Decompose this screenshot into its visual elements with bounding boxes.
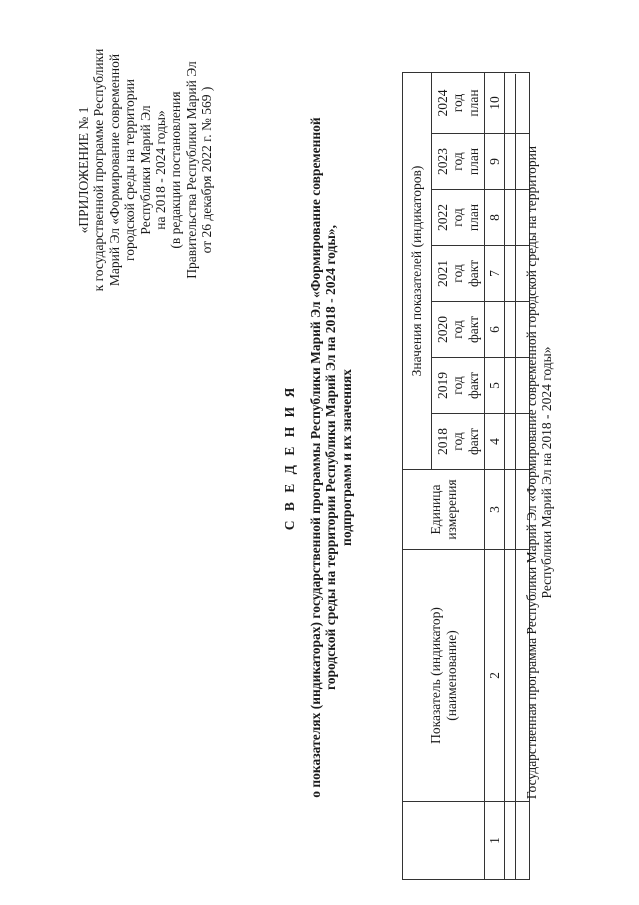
appendix-block [76, 20, 215, 320]
program-name [524, 75, 555, 870]
header-values-cell: Значения показателей (индикаторов) [403, 72, 432, 469]
column-number-cell: 8 [485, 190, 505, 246]
table-header-row [403, 72, 432, 879]
column-number-cell: 9 [485, 134, 505, 190]
appendix-line: от 26 декабря 2022 г. № 569 ) [199, 86, 215, 254]
year-cell: 2024 год план [432, 72, 485, 133]
year-cell: 2018 год факт [432, 414, 485, 470]
appendix-line: к государственной программе Республики [91, 48, 107, 292]
year-cell: 2022 год план [432, 190, 485, 246]
column-number-cell: 1 [485, 802, 505, 880]
appendix-line: (в редакции постановления [168, 91, 184, 249]
header-unit-label: Единица [428, 484, 444, 535]
program-line: Государственная программа Республики Марий Эл «Формирование современной городской среды на территории [524, 145, 539, 800]
header-number-cell [403, 802, 485, 880]
title-line: о показателях (индикаторах) государственной программы Республики Марий Эл «Формирование современной [307, 117, 323, 798]
header-indicator-cell [403, 550, 485, 802]
title-line: подпрограмм и их значениях [338, 369, 354, 546]
column-number-cell: 3 [485, 470, 505, 550]
appendix-line: Республики Марий Эл [137, 105, 153, 235]
column-number-cell: 6 [485, 302, 505, 358]
appendix-line: на 2018 - 2024 годы» [153, 110, 169, 230]
document-title [282, 50, 354, 865]
column-number-cell: 4 [485, 414, 505, 470]
year-cell: 2019 год факт [432, 358, 485, 414]
header-indicator-label: Показатель (индикатор) [428, 607, 444, 744]
appendix-line: городской среды на территории [122, 79, 138, 261]
header-unit-cell [403, 470, 485, 550]
header-unit-sublabel: измерения [443, 479, 459, 540]
table-column-numbers-row [485, 72, 505, 879]
appendix-line: Марий Эл «Формирование современной [106, 53, 122, 287]
header-indicator-sublabel: (наименование) [443, 630, 459, 721]
year-cell: 2020 год факт [432, 302, 485, 358]
appendix-line: «ПРИЛОЖЕНИЕ № 1 [76, 106, 91, 234]
title-line: городской среды на территории Республики Марий Эл на 2018 - 2024 годы», [323, 224, 338, 691]
separator-line [515, 74, 516, 880]
column-number-cell: 10 [485, 72, 505, 133]
column-number-cell: 7 [485, 246, 505, 302]
column-number-cell: 5 [485, 358, 505, 414]
column-number-cell: 2 [485, 550, 505, 802]
year-cell: 2021 год факт [432, 246, 485, 302]
indicators-table [402, 72, 530, 880]
title-heading: С В Е Д Е Н И Я [282, 384, 297, 531]
program-line: Республики Марий Эл на 2018 - 2024 годы» [539, 346, 555, 599]
year-cell: 2023 год план [432, 134, 485, 190]
appendix-line: Правительства Республики Марий Эл [183, 61, 199, 279]
